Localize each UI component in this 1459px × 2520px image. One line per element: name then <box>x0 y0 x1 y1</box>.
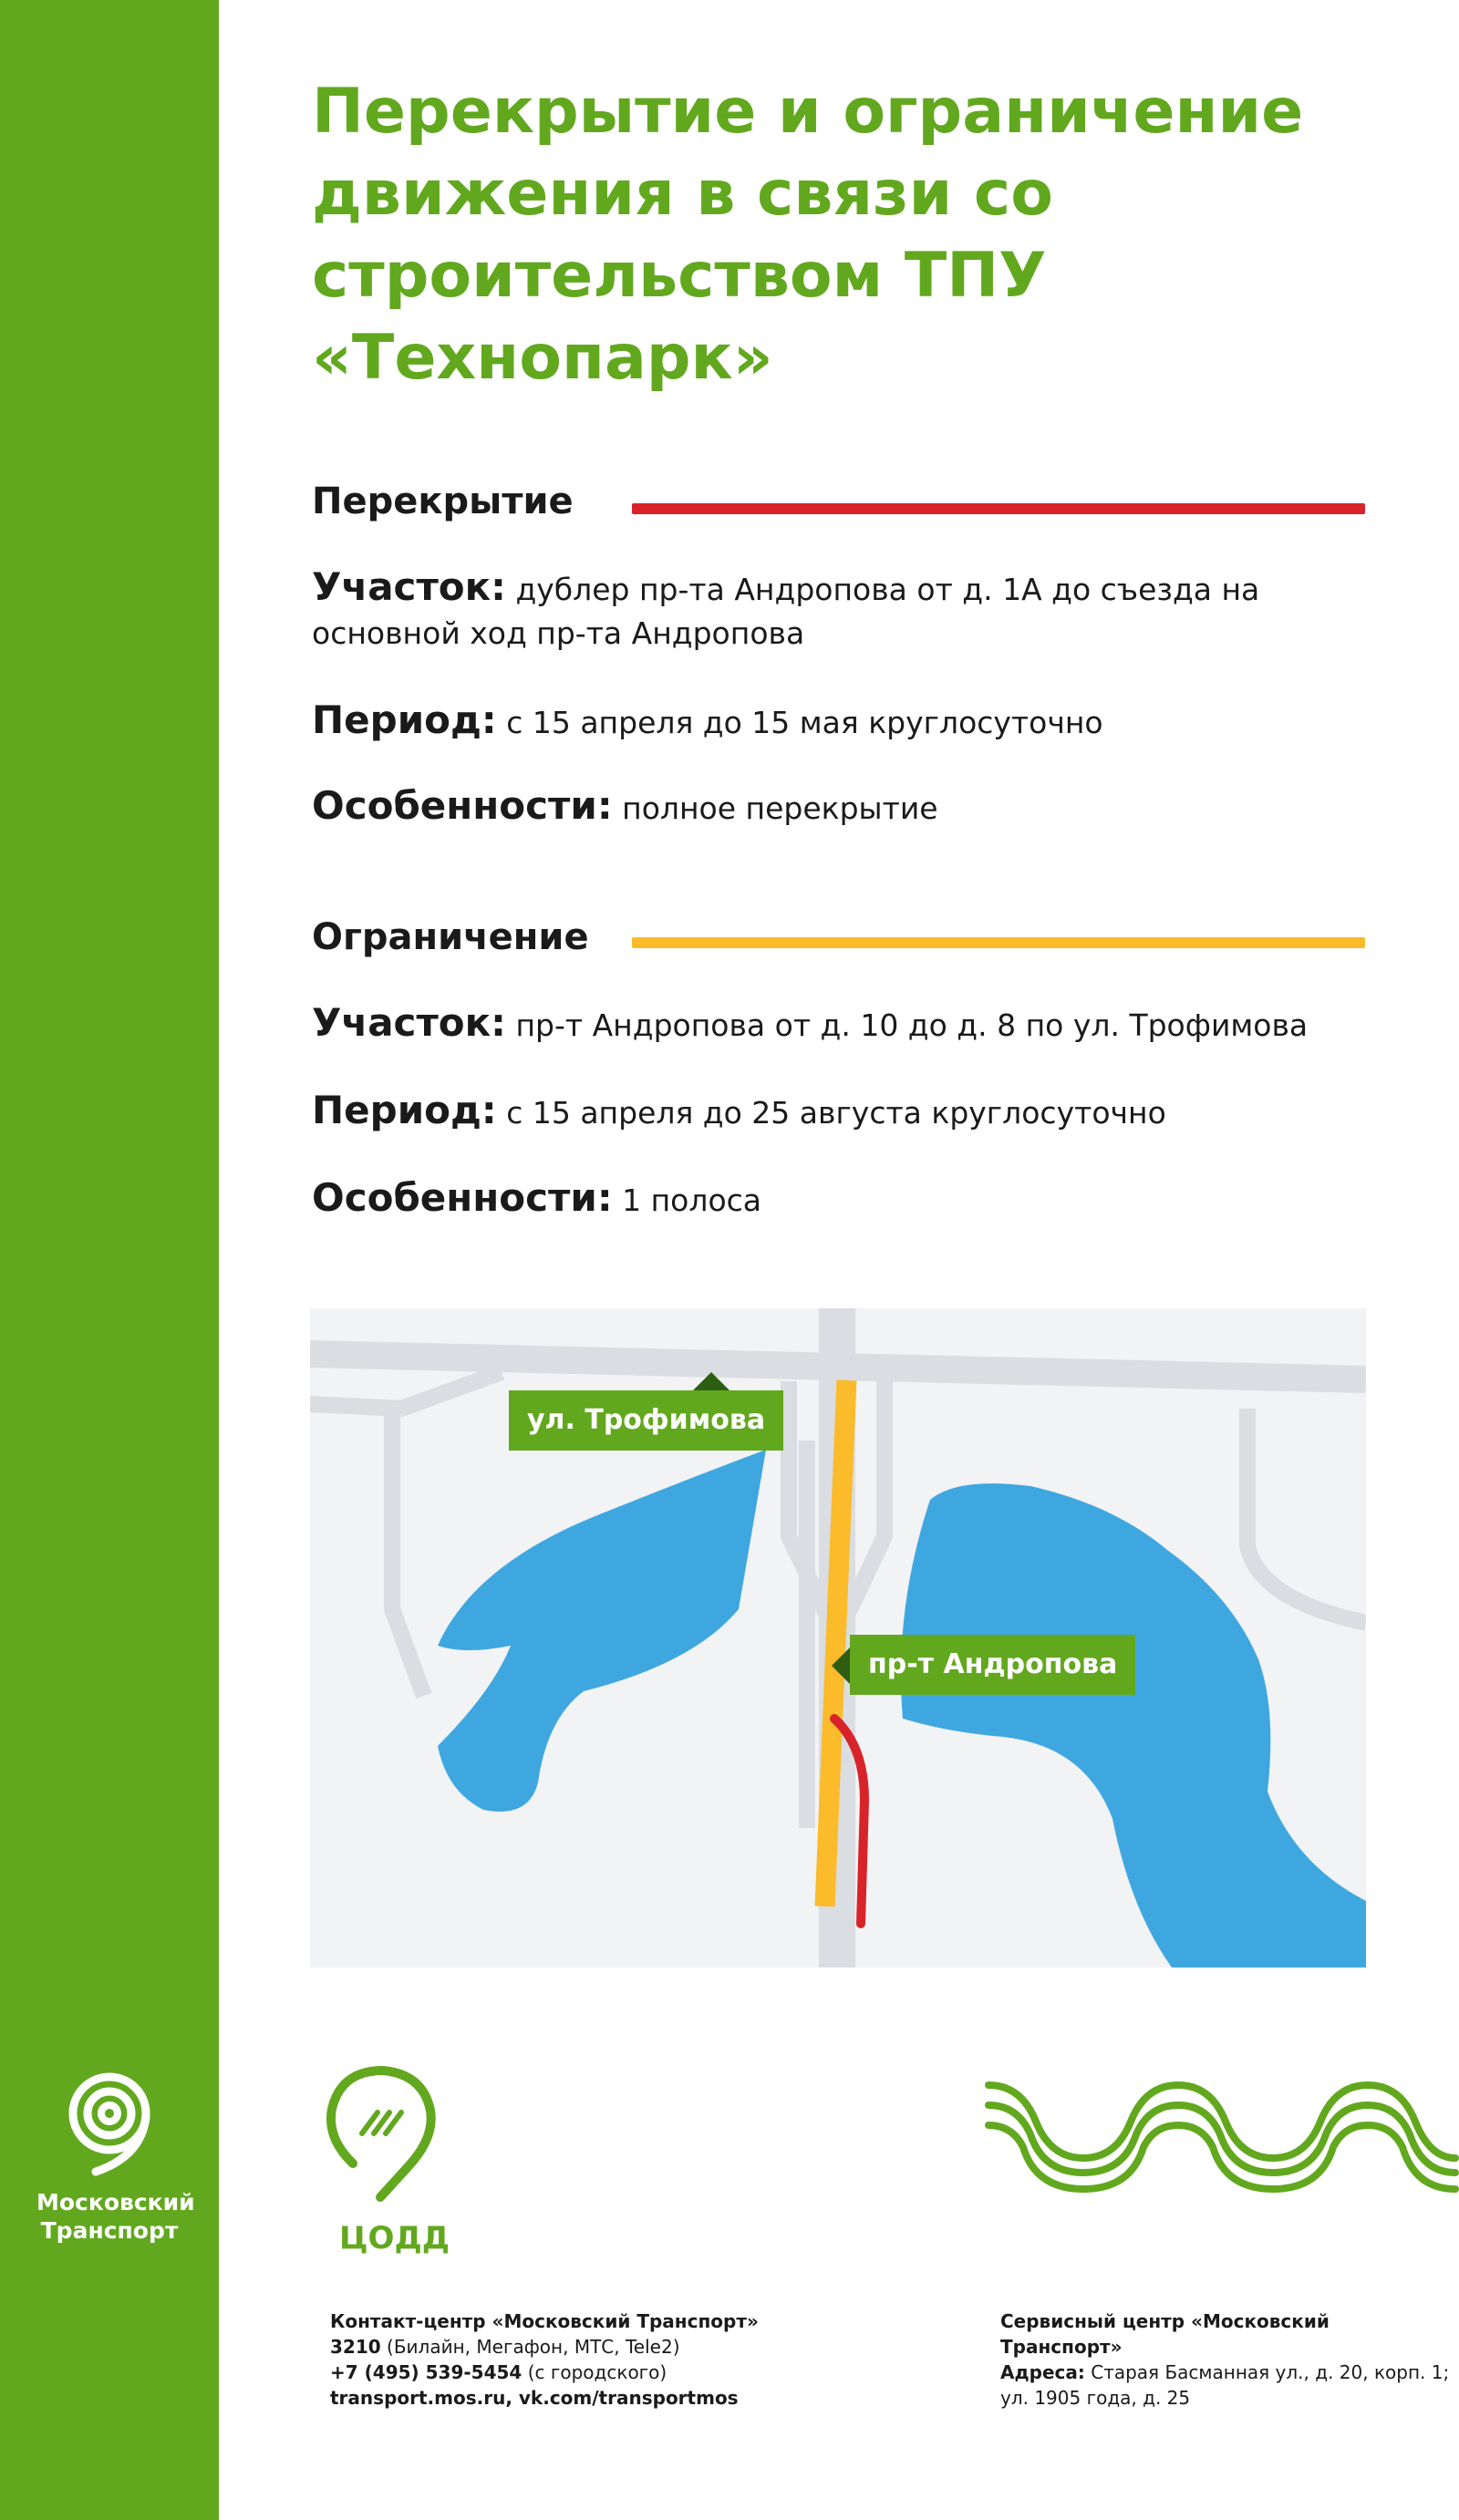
city-phone-note: (с городского) <box>527 2361 667 2383</box>
map-drawing <box>310 1308 1366 1967</box>
nine-logo-icon <box>59 2070 160 2179</box>
codd-pin-icon <box>321 2065 444 2211</box>
closure-section-label: Участок: <box>312 564 506 609</box>
restriction-heading: Ограничение <box>312 916 589 958</box>
closure-features-value: полное перекрытие <box>622 790 938 826</box>
restriction-features-value: 1 полоса <box>622 1183 762 1218</box>
map-road-minor <box>1247 1409 1366 1623</box>
address-2: ул. 1905 года, д. 25 <box>1000 2387 1191 2409</box>
restriction-features-label: Особенности: <box>312 1175 613 1220</box>
closure-period-value: с 15 апреля до 15 мая круглосуточно <box>506 705 1103 740</box>
restriction-period-value: с 15 апреля до 25 августа круглосуточно <box>506 1095 1166 1131</box>
map-road-minor <box>392 1409 424 1696</box>
short-phone[interactable]: 3210 <box>330 2336 381 2358</box>
map-water-left <box>438 1450 766 1812</box>
closure-section-value: дублер пр-та Андропова от д. 1А до съезда на основной ход пр-та Андропова <box>312 572 1260 651</box>
map-road-minor <box>310 1372 502 1409</box>
codd-logo <box>321 2065 467 2257</box>
mos-wave-logo-icon <box>985 2065 1459 2211</box>
closure-features-label: Особенности: <box>312 783 613 828</box>
closure-features-row <box>312 784 1351 831</box>
closure-period-row <box>312 698 1351 745</box>
footer-contact-center <box>330 2308 804 2411</box>
restriction-section-row <box>312 1001 1351 1048</box>
restriction-period-label: Период: <box>312 1088 497 1132</box>
map <box>310 1308 1366 1967</box>
map-label-andropova: пр-т Андропова <box>850 1635 1135 1695</box>
restriction-section-label: Участок: <box>312 1000 506 1045</box>
closure-heading: Перекрытие <box>312 480 574 522</box>
restriction-yellow-line <box>632 937 1365 948</box>
map-water-right <box>901 1483 1366 1967</box>
moscow-transport-logo <box>36 2070 195 2245</box>
address-1: Старая Басманная ул., д. 20, корп. 1; <box>1091 2361 1450 2383</box>
closure-section-row <box>312 565 1351 656</box>
moscow-transport-logo-text: Московский Транспорт <box>36 2189 195 2244</box>
city-phone[interactable]: +7 (495) 539-5454 <box>330 2361 523 2383</box>
short-phone-note: (Билайн, Мегафон, МТС, Tele2) <box>387 2336 680 2358</box>
service-center-title: Сервисный центр «Московский Транспорт» <box>1000 2310 1330 2358</box>
address-label: Адреса: <box>1000 2361 1085 2383</box>
map-label-pointer <box>693 1372 730 1390</box>
green-sidebar <box>0 0 219 2520</box>
footer-links[interactable]: transport.mos.ru, vk.com/transportmos <box>330 2387 739 2409</box>
restriction-section-value: пр-т Андропова от д. 10 до д. 8 по ул. Трофимова <box>515 1007 1309 1043</box>
mos-ru-logo <box>985 2065 1459 2215</box>
map-label-trofimova: ул. Трофимова <box>509 1390 783 1451</box>
page-title: Перекрытие и ограничение движения в связи со строительством ТПУ «Технопарк» <box>312 76 1304 394</box>
codd-logo-text: ЦОДД <box>339 2220 450 2257</box>
closure-red-line <box>632 503 1365 514</box>
map-label-pointer <box>832 1647 850 1684</box>
restriction-period-row <box>312 1089 1351 1135</box>
footer-service-center <box>1000 2308 1456 2411</box>
closure-period-label: Период: <box>312 697 497 742</box>
contact-center-title: Контакт-центр «Московский Транспорт» <box>330 2310 759 2332</box>
restriction-features-row <box>312 1176 1351 1223</box>
